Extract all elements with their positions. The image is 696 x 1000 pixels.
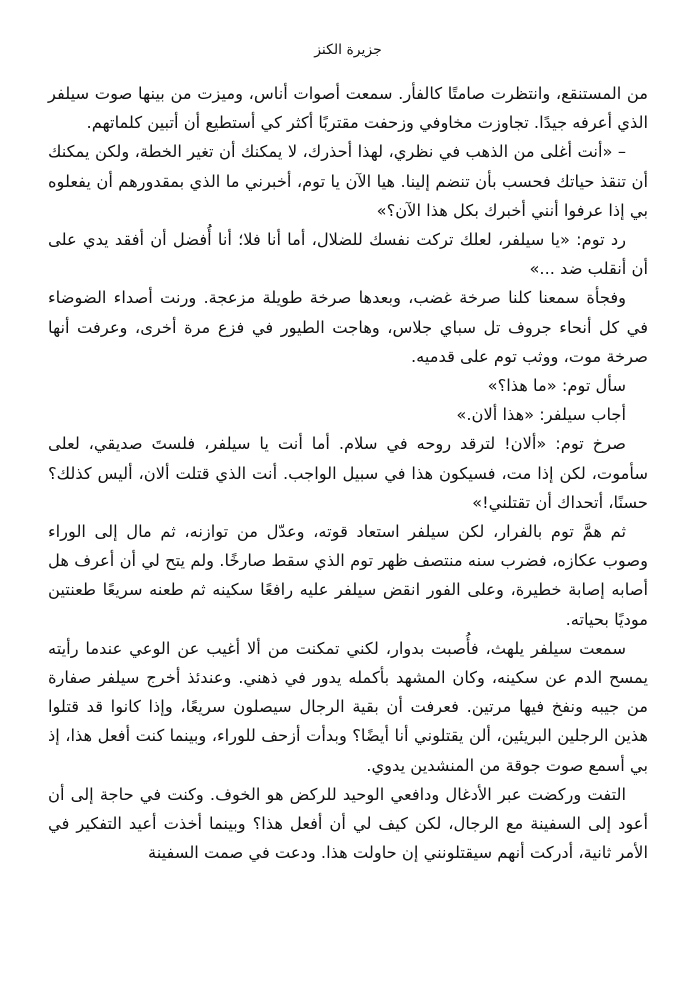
paragraph-continuation: من المستنقع، وانتظرت صامتًا كالفأر. سمعت أصوات أناس، وميزت من بينها صوت سيلفر الذي أعرفه جيدًا. تجاوزت مخاوفي وزحفت مقتربًا أكثر كي أستطيع أن أتبين كلماتهم. [48, 84, 648, 133]
paragraph-tom-shouts: صرخ توم: «ألان! لترقد روحه في سلام. أما أنت يا سيلفر، فلستَ صديقي، لعلى سأموت، لكن إذا مت، فسيكون هذا في سبيل الواجب. أنت الذي قتلت ألان، أليس كذلك؟ حسنًا، أتحداك أن تقتلني!» [48, 434, 648, 512]
paragraph-scream: وفجأة سمعنا كلنا صرخة غضب، وبعدها صرخة طويلة مزعجة. ورنت أصداء الضوضاء في كل أنحاء جروف تل سباي جلاس، وهاجت الطيور في فزع مرة أخرى، وعرفت أنها صرخة موت، ووثب توم على قدميه. [48, 288, 648, 366]
running-header: جزيرة الكنز [314, 42, 382, 58]
paragraph-whistle: سمعت سيلفر يلهث، فأُصبت بدوار، لكني تمكنت من ألا أغيب عن الوعي عندما رأيته يمسح الدم عن سكينه، وكان المشهد بأكمله يدور في ذهني. وعندئذ أخرج سيلفر صفارة من جيبه ونفخ فيها مرتين. فعرفت أن بقية الرجال سيصلون سريعًا، وإذا كانوا قد قتلوا هذين الرجلين البريئين، ألن يقتلوني أنا أيضًا؟ وبدأت أزحف للوراء، وبينما كنت أفعل هذا، إذ بي أسمع صوت جوقة من المنشدين يدوي. [48, 638, 648, 775]
paragraph-tom-reply: رد توم: «يا سيلفر، لعلك تركت نفسك للضلال، أما أنا فلا؛ أنا أُفضل أن أفقد يدي على أن أنقلب ضد ...» [48, 230, 648, 279]
paragraph-tom-asks: سأل توم: «ما هذا؟» [487, 376, 626, 396]
paragraph-silver-answers: أجاب سيلفر: «هذا ألان.» [456, 405, 626, 425]
body-text [48, 79, 648, 867]
paragraph-tom-killed: ثم همَّ توم بالفرار، لكن سيلفر استعاد قوته، وعدّل من توازنه، ثم مال إلى الوراء وصوب عكازه، فضرب سنه منتصف ظهر توم الذي سقط صارخًا. ولم يتح لي أن أعرف هل أصابه إصابة خطيرة، وعلى الفور انقض سيلفر عليه رافعًا سكينه ثم طعنه سريعًا طعنتين موديًا بحياته. [48, 522, 648, 629]
paragraph-flight: التفت وركضت عبر الأدغال ودافعي الوحيد للركض هو الخوف. وكنت في حاجة إلى أن أعود إلى السفينة مع الرجال، لكن كيف لي أن أفعل هذا؟ وبينما أخذت أعيد التفكير في الأمر ثانية، أدركت أنهم سيقتلونني إن حاولت هذا. ودعت في صمت السفينة [48, 784, 648, 863]
paragraph-silver-speech: – «أنت أغلى من الذهب في نظري، لهذا أحذرك، لا يمكنك أن تغير الخطة، ولكن يمكنك أن تنقذ حياتك فحسب بأن تنضم إلينا. هيا الآن يا توم، أخبرني ما الذي بمقدورهم أن يفعلوه بي إذا عرفوا أنني أخبرك بكل هذا الآن؟» [48, 142, 648, 220]
